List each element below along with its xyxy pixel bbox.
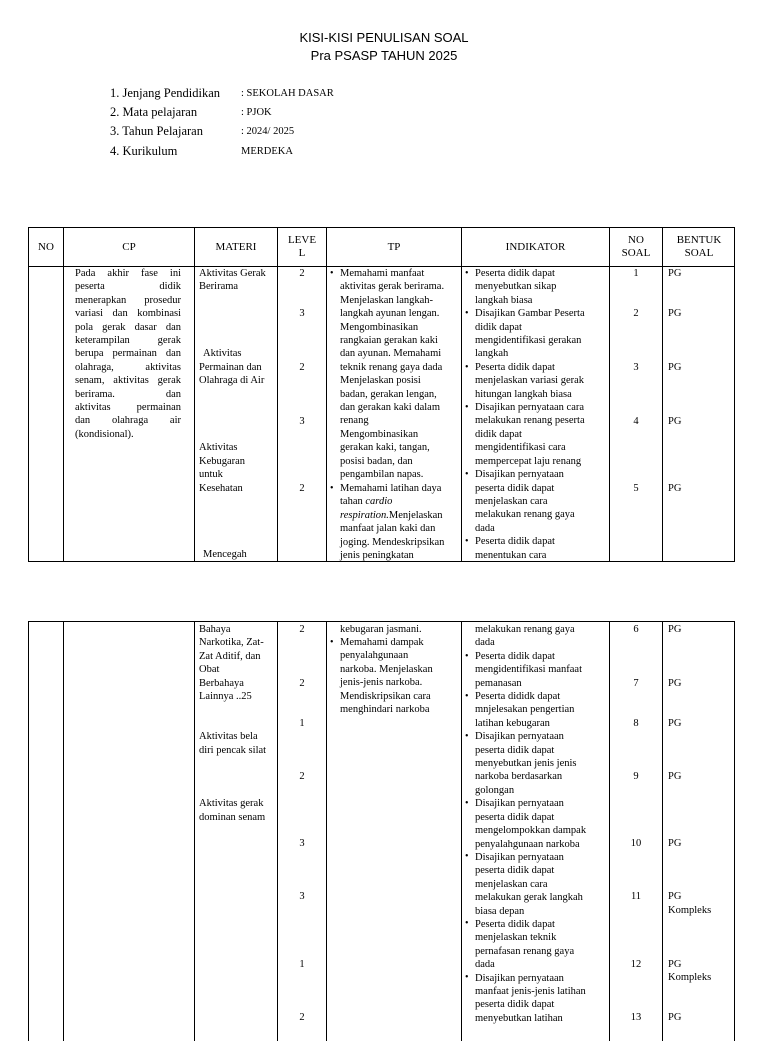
materi-line: Berbahaya [199, 678, 244, 689]
indikator-line: peserta didik dapat [475, 482, 555, 494]
bentuk-soal-value: PG [668, 268, 682, 279]
no-soal-value: 6 [633, 624, 639, 635]
tp-line: Menjelaskan posisi [340, 375, 421, 387]
indikator-line: dada [475, 522, 495, 534]
kisi-table-part-1 [28, 227, 735, 562]
cp-line: Pada akhir fase ini [75, 268, 181, 279]
bentuk-soal-value: PG [668, 483, 682, 494]
tp-line: dan gerakan kaki dalam [340, 402, 440, 414]
indikator-line: pernafasan renang gaya [475, 945, 575, 957]
document-title: KISI-KISI PENULISAN SOAL [299, 30, 469, 45]
cp-line: menerapkan prosedur [75, 294, 181, 306]
col-header-indikator: INDIKATOR [505, 241, 566, 253]
bentuk-soal-value: PG [668, 624, 682, 635]
materi-line: Mencegah [203, 549, 247, 560]
indikator-line: menjelaskan variasi gerak [475, 375, 585, 387]
tp-line [340, 509, 458, 522]
materi-line: untuk [199, 469, 223, 480]
materi-line: Zat Aditif, dan [199, 651, 261, 662]
level-value: 2 [299, 1012, 305, 1023]
tp-text [340, 267, 458, 482]
info-label-jenjang: 1. Jenjang Pendidikan [110, 86, 221, 100]
bentuk-soal-value: PG [668, 362, 682, 373]
cp-line: variasi dan kombinasi [75, 308, 181, 320]
cp-line: olahraga, aktivitas [75, 361, 181, 373]
bullet-icon: • [465, 308, 469, 319]
indikator-line: Disajikan pernyataan [475, 972, 564, 984]
col-header-bentuk-line2: SOAL [684, 246, 714, 259]
bullet-icon: • [330, 483, 334, 494]
tp-line: renang [340, 415, 369, 427]
bentuk-soal-value: PG [668, 771, 682, 782]
tp-line: narkoba. Menjelaskan [340, 663, 433, 675]
materi-line: Aktivitas Gerak [199, 268, 266, 279]
level-value: 2 [299, 678, 305, 689]
cp-line: dan olahraga air [75, 415, 181, 427]
indikator-line: Peserta didik dapat [475, 268, 555, 279]
info-label-mapel: 2. Mata pelajaran [110, 105, 198, 119]
cp-line: pola gerak dasar dan [75, 321, 181, 333]
bullet-icon: • [465, 972, 469, 983]
indikator-line: peserta didik dapat [475, 744, 555, 756]
materi-line: Aktivitas gerak [199, 798, 264, 809]
bentuk-soal-extra: Kompleks [668, 972, 712, 983]
indikator-line: Disajikan Gambar Peserta [475, 308, 585, 320]
no-soal-value: 11 [630, 891, 642, 902]
tp-line: langkah ayunan lengan. [340, 308, 440, 320]
indikator-line: penyalahgunaan narkoba [475, 838, 580, 850]
indikator-line: menyebutkan jenis jenis [475, 758, 577, 770]
indikator-line: peserta didik dapat [475, 999, 555, 1011]
col-header-bentuk-soal [663, 234, 735, 259]
indikator-line: mengidentifikasi gerakan [475, 335, 582, 347]
bullet-icon: • [465, 731, 469, 742]
indikator-line: Disajikan pernyataan [475, 851, 564, 863]
indikator-line: langkah [475, 348, 509, 360]
indikator-line: mempercepat laju renang [475, 455, 582, 467]
bullet-icon: • [465, 402, 469, 413]
tp-line: aktivitas gerak berirama. [340, 281, 445, 293]
level-value: 3 [299, 891, 305, 902]
tp-line: Mengombinasikan [340, 428, 419, 440]
indikator-line: mengidentifikasi cara [475, 442, 566, 454]
bullet-icon: • [465, 918, 469, 929]
level-value: 2 [299, 771, 305, 782]
materi-line: Obat [199, 664, 220, 675]
col-header-no: NO [38, 241, 54, 253]
col-header-bentuk-line1: BENTUK [676, 234, 722, 246]
col-header-cp: CP [122, 241, 136, 253]
materi-line: Olahraga di Air [199, 375, 265, 386]
cp-line: (kondisional). [75, 428, 134, 440]
tp-line: gerakan kaki, tangan, [340, 442, 430, 454]
indikator-line: Disajikan pernyataan [475, 798, 564, 810]
indikator-line: Peserta didik dapat [475, 361, 555, 373]
document-subtitle: Pra PSASP TAHUN 2025 [310, 48, 458, 63]
tp-line: menghindari narkoba [340, 704, 430, 716]
bentuk-soal-value: PG [668, 838, 682, 849]
indikator-line: narkoba berdasarkan [475, 771, 563, 783]
info-value-kurikulum: MERDEKA [241, 146, 293, 157]
cp-line: berupa permainan dan [75, 348, 181, 360]
col-header-no-soal-line2: SOAL [621, 246, 651, 259]
bullet-icon: • [330, 268, 334, 279]
tp-line: posisi badan, dan [340, 455, 413, 467]
materi-line: dominan senam [199, 812, 266, 823]
level-value: 2 [299, 483, 305, 494]
materi-line: diri pencak silat [199, 745, 267, 756]
indikator-text [475, 267, 609, 562]
indikator-line: Peserta didik dapat [475, 536, 555, 548]
tp-line: jenis-jenis narkoba. [340, 677, 423, 689]
indikator-line: melakukan renang gaya [475, 624, 575, 635]
level-value: 1 [299, 959, 305, 970]
level-value: 3 [299, 838, 305, 849]
tp-line: Memahami latihan daya [340, 483, 442, 494]
tp-line: badan, gerakan lengan, [340, 388, 437, 400]
level-value: 2 [299, 362, 305, 373]
tp-line: pengambilan napas. [340, 469, 424, 481]
tp-line: rangkaian gerakan kaki [340, 335, 438, 347]
tp-line: Menjelaskan langkah- [340, 294, 434, 306]
info-label-tahun: 3. Tahun Pelajaran [110, 124, 203, 138]
no-soal-value: 4 [633, 416, 639, 427]
indikator-line: didik dapat [475, 321, 522, 333]
indikator-line: didik dapat [475, 428, 522, 440]
indikator-line: Disajikan pernyataan [475, 731, 564, 743]
indikator-line: menentukan cara [475, 549, 547, 561]
materi-line: Aktivitas [203, 348, 242, 359]
tp-line: Mendiskripsikan cara [340, 690, 431, 702]
bentuk-soal-value: PG [668, 308, 682, 319]
col-header-no-soal-line1: NO [628, 234, 644, 246]
materi-line: Permainan dan [199, 362, 262, 373]
col-header-level [278, 234, 326, 259]
bullet-icon: • [465, 851, 469, 862]
indikator-line: dada [475, 959, 495, 971]
tp-line-part: tahan [340, 496, 366, 508]
col-header-level-line1: LEVE [287, 234, 317, 246]
info-value-tahun: : 2024/ 2025 [241, 126, 295, 137]
indikator-line: mnjelesakan pengertian [475, 704, 575, 716]
bullet-icon: • [465, 651, 469, 662]
cp-line: aktivitas permainan [75, 402, 181, 414]
col-header-level-line2: L [298, 246, 306, 259]
indikator-line: biasa depan [475, 905, 525, 917]
indikator-line: menjelaskan cara [475, 495, 548, 507]
cp-line: berirama. dan [75, 388, 181, 400]
indikator-line: manfaat jenis-jenis latihan [475, 985, 586, 997]
no-soal-value: 5 [633, 483, 639, 494]
indikator-line: menyebutkan sikap [475, 281, 557, 293]
bullet-icon: • [465, 469, 469, 480]
bentuk-soal-value: PG [668, 959, 682, 970]
tp-text [340, 636, 458, 716]
cp-line: senam, aktivitas gerak [75, 375, 181, 387]
col-header-no-soal [610, 234, 662, 259]
no-soal-value: 12 [630, 959, 642, 970]
info-label-kurikulum: 4. Kurikulum [110, 144, 178, 158]
indikator-line: langkah biasa [475, 294, 533, 306]
tp-line-italic: respiration. [340, 509, 389, 521]
tp-line: Mengombinasikan [340, 321, 419, 333]
indikator-line: pemanasan [475, 677, 522, 689]
tp-line: Memahami manfaat [340, 268, 425, 279]
cp-text [75, 267, 181, 441]
indikator-line: Disajikan pernyataan cara [475, 402, 585, 414]
no-soal-value: 3 [633, 362, 639, 373]
indikator-line: mengelompokkan dampak [475, 825, 587, 837]
no-soal-value: 7 [633, 678, 639, 689]
indikator-line: melakukan renang peserta [475, 415, 585, 427]
level-value: 3 [299, 308, 305, 319]
info-value-jenjang: : SEKOLAH DASAR [241, 88, 334, 99]
bullet-icon: • [465, 536, 469, 547]
indikator-line: menjelaskan cara [475, 878, 548, 890]
indikator-line: Peserta dididk dapat [475, 691, 561, 703]
level-value: 2 [299, 268, 305, 279]
level-value: 2 [299, 624, 305, 635]
tp-line: Memahami dampak [340, 637, 424, 648]
no-soal-value: 10 [630, 838, 642, 849]
indikator-line: latihan kebugaran [475, 717, 550, 729]
indikator-line: golongan [475, 784, 515, 796]
materi-line: Berirama [199, 281, 239, 292]
bullet-icon: • [330, 637, 334, 648]
tp-line: penyalahgunaan [340, 650, 409, 662]
materi-line: Narkotika, Zat- [199, 637, 264, 648]
bullet-icon: • [465, 691, 469, 702]
tp-line: kebugaran jasmani. [340, 624, 422, 635]
materi-line: Kesehatan [199, 483, 243, 494]
tp-line: dan ayunan. Memahami [340, 348, 442, 360]
bullet-icon: • [465, 268, 469, 279]
tp-line: manfaat jalan kaki dan [340, 523, 436, 535]
tp-line [340, 495, 458, 508]
indikator-line: menyebutkan latihan [475, 1012, 563, 1024]
level-value: 3 [299, 416, 305, 427]
indikator-line: dada [475, 637, 495, 649]
bentuk-soal-value: PG [668, 718, 682, 729]
indikator-line: hitungan langkah biasa [475, 388, 572, 400]
no-soal-value: 13 [630, 1012, 642, 1023]
bentuk-soal-value: PG [668, 678, 682, 689]
indikator-line: peserta didik dapat [475, 865, 555, 877]
indikator-line: peserta didik dapat [475, 811, 555, 823]
bentuk-soal-value: PG [668, 891, 682, 902]
cp-line: keterampilan gerak [75, 335, 181, 347]
indikator-line: mengidentifikasi manfaat [475, 664, 583, 676]
tp-line-part: Menjelaskan [388, 509, 443, 521]
indikator-line: Peserta didik dapat [475, 918, 555, 930]
no-soal-value: 2 [633, 308, 639, 319]
info-value-mapel: : PJOK [241, 107, 272, 118]
indikator-line: menjelaskan teknik [475, 932, 557, 944]
materi-line: Bahaya [199, 624, 231, 635]
level-value: 1 [299, 718, 305, 729]
col-header-tp: TP [387, 241, 401, 253]
materi-line: Kebugaran [199, 456, 246, 467]
bullet-icon: • [465, 798, 469, 809]
col-header-materi: MATERI [215, 241, 257, 253]
tp-line: teknik renang gaya dada [340, 361, 443, 373]
indikator-line: Disajikan pernyataan [475, 469, 564, 481]
bentuk-soal-value: PG [668, 416, 682, 427]
materi-line: Lainnya ..25 [199, 691, 252, 702]
materi-line: Aktivitas [199, 442, 238, 453]
tp-line: jenis peningkatan [340, 550, 414, 562]
indikator-line: melakukan gerak langkah [475, 892, 583, 904]
tp-line: joging. Mendeskripsikan [340, 536, 445, 548]
cp-line: peserta didik [75, 281, 181, 293]
materi-line: Aktivitas bela [199, 731, 258, 742]
no-soal-value: 8 [633, 718, 639, 729]
kisi-table-part-2 [28, 621, 735, 1041]
bentuk-soal-value: PG [668, 1012, 682, 1023]
no-soal-value: 1 [633, 268, 639, 279]
no-soal-value: 9 [633, 771, 639, 782]
tp-line-italic: cardio [365, 496, 393, 508]
indikator-line: Peserta didik dapat [475, 650, 555, 662]
bentuk-soal-extra: Kompleks [668, 905, 712, 916]
indikator-text [475, 623, 609, 1025]
indikator-line: melakukan renang gaya [475, 509, 575, 521]
bullet-icon: • [465, 362, 469, 373]
tp-text [340, 482, 458, 562]
